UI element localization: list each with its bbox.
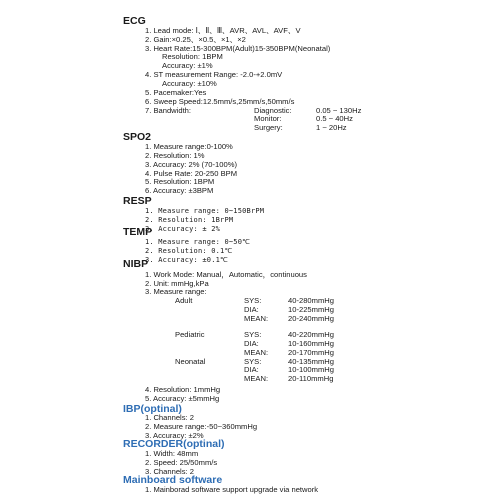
nibp-group-adult: Adult	[175, 296, 193, 306]
spo2-measure-range: 1. Measure range:0-100%	[145, 141, 233, 151]
bandwidth-range-surgery: 1 ~ 20Hz	[316, 123, 347, 133]
nibp-neonatal-dia-label: DIA:	[244, 365, 259, 375]
nibp-neonatal-mean-value: 20-110mmHg	[288, 374, 334, 384]
ibp-measure-range: 2. Measure range:-50~360mmHg	[145, 422, 258, 432]
bandwidth-mode-diagnostic: Diagnostic:	[254, 105, 292, 115]
mainboard-heading: Mainboard software	[123, 474, 223, 487]
resp-resolution: 2. Resolution: 1BrPM	[145, 215, 234, 224]
ibp-heading: IBP(optinal)	[123, 402, 182, 415]
nibp-adult-dia-label: DIA:	[244, 305, 259, 315]
nibp-pediatric-mean-label: MEAN:	[244, 347, 269, 357]
nibp-unit: 2. Unit: mmHg,kPa	[145, 278, 209, 288]
nibp-adult-sys-value: 40-280mmHg	[288, 296, 335, 306]
nibp-adult-mean-label: MEAN:	[244, 314, 269, 323]
spo2-accuracy: 3. Accuracy: 2% (70-100%)	[145, 159, 238, 169]
resp-heading: RESP	[123, 195, 152, 207]
spo2-pr-accuracy: 6. Accuracy: ±3BPM	[145, 186, 214, 196]
ecg-st-accuracy: Accuracy: ±10%	[162, 79, 217, 88]
nibp-resolution: 4. Resolution: 1mmHg	[145, 384, 221, 394]
nibp-neonatal-sys-label: SYS:	[244, 356, 262, 366]
ecg-bandwidth: 7. Bandwidth:	[145, 105, 192, 115]
resp-accuracy: 3. Accuracy: ± 2%	[145, 224, 221, 233]
nibp-group-pediatric: Pediatric	[175, 329, 205, 339]
bandwidth-range-monitor: 0.5 ~ 40Hz	[316, 114, 353, 124]
ecg-heading: ECG	[123, 15, 146, 27]
nibp-heading: NIBP	[123, 258, 149, 270]
nibp-neonatal-dia-value: 10-100mmHg	[288, 365, 335, 375]
spo2-pulse-rate: 4. Pulse Rate: 20-250 BPM	[145, 168, 238, 178]
nibp-pediatric-sys-label: SYS:	[244, 329, 262, 339]
recorder-width: 1. Width: 48mm	[145, 448, 199, 458]
nibp-work-mode: 1. Work Mode: Manual，Automatic，continuous	[145, 269, 307, 279]
bandwidth-mode-surgery: Surgery:	[254, 123, 283, 133]
nibp-accuracy: 5. Accuracy: ±5mmHg	[145, 393, 220, 403]
ecg-hr-accuracy: Accuracy: ±1%	[162, 61, 213, 71]
ecg-pacemaker: 5. Pacemaker:Yes	[145, 87, 207, 97]
ecg-heart-rate: 3. Heart Rate:15-300BPM(Adult)15-350BPM(Neonatal)	[145, 43, 331, 53]
nibp-adult-mean-value: 20-240mmHg	[288, 314, 335, 323]
temp-accuracy: 3. Accuracy: ±0.1℃	[145, 255, 229, 264]
ecg-sweep-speed: 6. Sweep Speed:12.5mm/s,25mm/s,50mm/s	[145, 96, 295, 106]
nibp-pediatric-dia-label: DIA:	[244, 338, 259, 348]
bandwidth-range-diagnostic: 0.05 ~ 130Hz	[316, 105, 362, 115]
nibp-pediatric-dia-value: 10-160mmHg	[288, 338, 335, 348]
ecg-hr-resolution: Resolution: 1BPM	[162, 52, 223, 62]
recorder-speed: 2. Speed: 25/50mm/s	[145, 457, 218, 467]
spo2-pr-resolution: 5. Resolution: 1BPM	[145, 177, 215, 187]
ecg-st-range: 4. ST measurement Range: -2.0-+2.0mV	[145, 70, 283, 80]
nibp-measure-range: 3. Measure range:	[145, 287, 207, 297]
nibp-adult-dia-value: 10-225mmHg	[288, 305, 335, 315]
bandwidth-mode-monitor: Monitor:	[254, 114, 282, 124]
nibp-neonatal-mean-label: MEAN:	[244, 374, 269, 384]
ecg-lead-mode: 1. Lead mode: Ⅰ、Ⅱ、Ⅲ、AVR、AVL、AVF、V	[145, 25, 301, 35]
ibp-channels: 1. Channels: 2	[145, 413, 194, 423]
temp-heading: TEMP	[123, 226, 153, 239]
ecg-gain: 2. Gain:×0.25、×0.5、×1、×2	[145, 34, 246, 44]
temp-measure-range: 1. Measure range: 0~50℃	[145, 237, 251, 246]
nibp-group-neonatal: Neonatal	[175, 356, 206, 366]
resp-measure-range: 1. Measure range: 0~150BrPM	[145, 206, 265, 215]
recorder-channels: 3. Channels: 2	[145, 466, 194, 476]
temp-resolution: 2. Resolution: 0.1℃	[145, 246, 233, 255]
mainboard-upgrade: 1. Mainborad software support upgrade via network	[145, 485, 319, 495]
recorder-heading: RECORDER(optinal)	[123, 438, 225, 450]
nibp-pediatric-sys-value: 40-220mmHg	[288, 329, 335, 339]
ibp-accuracy: 3. Accuracy: ±2%	[145, 431, 204, 440]
nibp-adult-sys-label: SYS:	[244, 296, 262, 306]
spo2-heading: SPO2	[123, 131, 152, 144]
nibp-pediatric-mean-value: 20-170mmHg	[288, 347, 335, 357]
spo2-resolution: 2. Resolution: 1%	[145, 150, 205, 160]
nibp-neonatal-sys-value: 40-135mmHg	[288, 356, 335, 366]
